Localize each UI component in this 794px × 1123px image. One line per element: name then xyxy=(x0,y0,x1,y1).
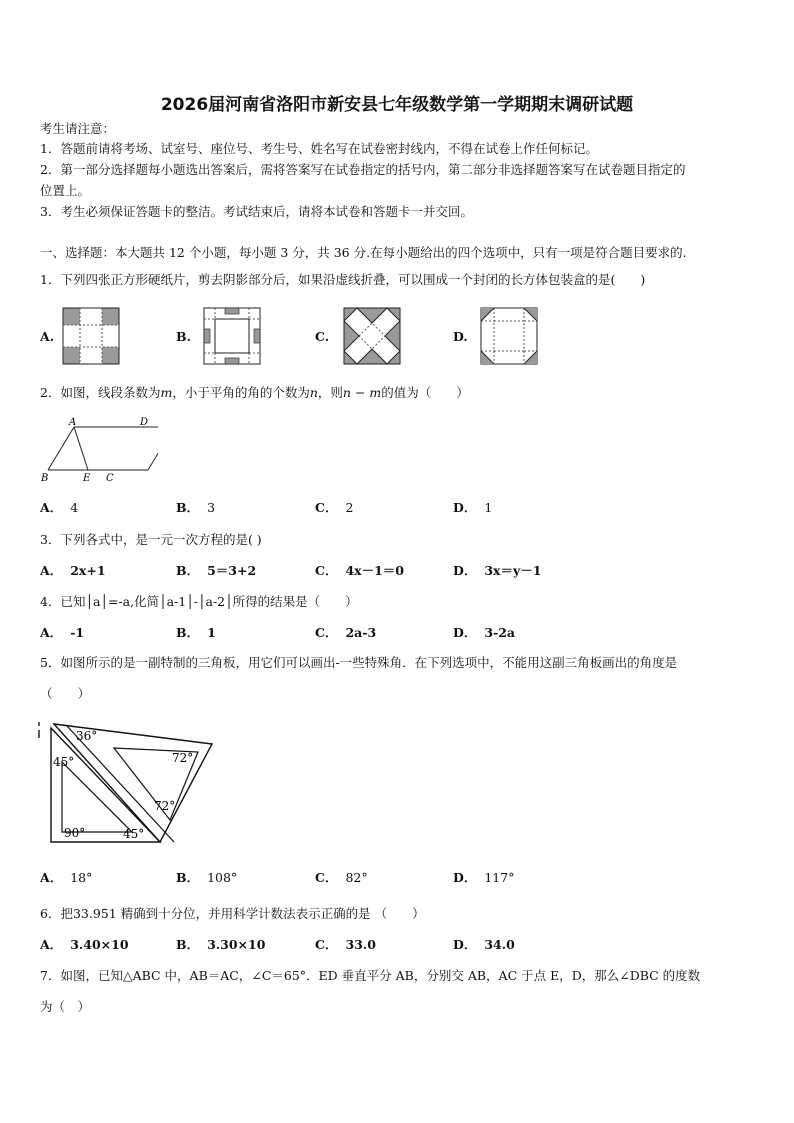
q1-stem: 1．下列四张正方形硬纸片，剪去阴影部分后，如果沿虚线折叠，可以围成一个封闭的长方体包装盒的是( ) xyxy=(40,272,646,287)
q2-stem-b: ，小于平角的角的个数为 xyxy=(172,385,310,400)
option-label: D． xyxy=(453,937,477,952)
option-label: B． xyxy=(176,500,200,515)
q4-stem: 4．已知│a│=-a,化简│a-1│-│a-2│所得的结果是（ ） xyxy=(40,594,358,609)
option-label: B． xyxy=(176,870,200,885)
q5-option-d[interactable] xyxy=(453,870,514,886)
option-label: D． xyxy=(453,870,477,885)
option-value: 3 xyxy=(207,500,216,515)
notice-item-1: 1．答题前请将考场、试室号、座位号、考生号、姓名写在试卷密封线内，不得在试卷上作任何标记。 xyxy=(40,141,598,156)
option-label: C． xyxy=(315,500,338,515)
option-label: A． xyxy=(40,870,63,885)
q2-point-a: A xyxy=(69,417,77,428)
option-value: 108° xyxy=(207,870,238,885)
q6-option-d[interactable] xyxy=(453,937,515,953)
q5-option-b[interactable] xyxy=(176,870,237,886)
option-value: 3x＝y－1 xyxy=(484,563,542,578)
q2-stem-a: 2．如图，线段条数为 xyxy=(40,385,161,400)
q3-stem: 3．下列各式中，是一元一次方程的是( ) xyxy=(40,532,262,547)
q2-option-d[interactable] xyxy=(453,500,492,516)
section-heading: 一、选择题：本大题共 12 个小题，每小题 3 分，共 36 分.在每小题给出的四个选项中，只有一项是符合题目要求的. xyxy=(40,245,687,260)
option-value: 3.30×10 xyxy=(207,937,266,952)
q2-option-b[interactable] xyxy=(176,500,215,516)
option-value: -1 xyxy=(70,625,85,640)
angle-label-90: 90° xyxy=(64,826,86,840)
option-value: 18° xyxy=(70,870,93,885)
option-value: 33.0 xyxy=(345,937,376,952)
q6-stem: 6．把33.951 精确到十分位，并用科学计数法表示正确的是 （ ） xyxy=(40,906,425,921)
option-value: 2a-3 xyxy=(345,625,377,640)
angle-label-72-bottom: 72° xyxy=(154,799,176,813)
q2-stem-c: ，则 xyxy=(317,385,343,400)
q5-triangle-set-figure xyxy=(36,718,216,846)
option-label: B． xyxy=(176,625,200,640)
q1-figure-b xyxy=(203,307,261,365)
q1-option-a-label[interactable]: A. xyxy=(40,329,55,344)
notice-item-2-cont: 位置上。 xyxy=(40,183,91,198)
exam-title: 2026届河南省洛阳市新安县七年级数学第一学期期末调研试题 xyxy=(160,95,634,115)
option-value: 4 xyxy=(70,500,79,515)
angle-label-72-top: 72° xyxy=(172,751,194,765)
option-value: 117° xyxy=(484,870,515,885)
q1-option-c-label[interactable]: C. xyxy=(315,329,330,344)
q3-option-c[interactable] xyxy=(315,563,404,579)
q2-var-m: m xyxy=(160,385,173,400)
q3-option-d[interactable] xyxy=(453,563,541,579)
option-value: 82° xyxy=(345,870,368,885)
option-label: B． xyxy=(176,937,200,952)
option-label: A． xyxy=(40,937,63,952)
q5-option-a[interactable] xyxy=(40,870,92,886)
q4-option-d[interactable] xyxy=(453,625,515,641)
option-value: 1 xyxy=(207,625,216,640)
q6-option-a[interactable] xyxy=(40,937,129,953)
q6-option-c[interactable] xyxy=(315,937,376,953)
option-value: 4x－1＝0 xyxy=(345,563,404,578)
q2-var-n: n xyxy=(309,385,318,400)
angle-label-45-left: 45° xyxy=(53,755,75,769)
q1-figure-c xyxy=(343,307,401,365)
angle-label-36: 36° xyxy=(76,729,98,743)
q4-option-c[interactable] xyxy=(315,625,376,641)
q2-point-d: D xyxy=(140,417,149,428)
q4-option-b[interactable] xyxy=(176,625,216,641)
q2-option-c[interactable] xyxy=(315,500,353,516)
q5-paren: （ ） xyxy=(40,686,91,701)
option-label: A． xyxy=(40,500,63,515)
option-label: A． xyxy=(40,563,63,578)
option-value: 3.40×10 xyxy=(70,937,129,952)
q2-figure xyxy=(38,415,158,487)
q1-option-d-label[interactable]: D. xyxy=(453,329,468,344)
option-label: D． xyxy=(453,500,477,515)
option-value: 2 xyxy=(345,500,354,515)
option-label: D． xyxy=(453,563,477,578)
option-label: C． xyxy=(315,870,338,885)
q1-figure-d xyxy=(480,307,538,365)
q2-point-c: C xyxy=(106,473,114,484)
q7-stem-cont: 为（ ） xyxy=(40,999,91,1014)
option-label: C． xyxy=(315,625,338,640)
option-value: 34.0 xyxy=(484,937,515,952)
q1-option-b-label[interactable]: B. xyxy=(176,329,191,344)
angle-label-45-bottom: 45° xyxy=(123,827,145,841)
option-value: 2x+1 xyxy=(70,563,106,578)
option-value: 3-2a xyxy=(484,625,516,640)
q1-figure-a xyxy=(62,307,120,365)
q2-expr: n − m xyxy=(342,385,382,400)
option-label: D． xyxy=(453,625,477,640)
q2-option-a[interactable] xyxy=(40,500,78,516)
option-label: C． xyxy=(315,563,338,578)
notice-heading: 考生请注意： xyxy=(40,121,116,136)
option-label: A． xyxy=(40,625,63,640)
q3-option-a[interactable] xyxy=(40,563,106,579)
q5-stem: 5．如图所示的是一副特制的三角板，用它们可以画出-一些特殊角．在下列选项中，不能用这副三角板画出的角度是 xyxy=(40,655,678,670)
option-label: B． xyxy=(176,563,200,578)
q2-point-e: E xyxy=(83,473,91,484)
q6-option-b[interactable] xyxy=(176,937,265,953)
option-value: 1 xyxy=(484,500,493,515)
q5-option-c[interactable] xyxy=(315,870,368,886)
q2-stem-d: 的值为（ ） xyxy=(381,385,469,400)
option-value: 5＝3+2 xyxy=(207,563,257,578)
q2-point-b: B xyxy=(41,473,49,484)
q7-stem: 7．如图，已知△ABC 中，AB＝AC，∠C＝65°．ED 垂直平分 AB，分别交 AB，AC 于点 E，D，那么∠DBC 的度数 xyxy=(40,968,701,983)
notice-item-3: 3．考生必须保证答题卡的整洁。考试结束后，请将本试卷和答题卡一并交回。 xyxy=(40,204,473,219)
q2-stem xyxy=(40,385,469,401)
notice-item-2: 2．第一部分选择题每小题选出答案后，需将答案写在试卷指定的括号内，第二部分非选择题答案写在试卷题目指定的 xyxy=(40,162,686,177)
q3-option-b[interactable] xyxy=(176,563,256,579)
q4-option-a[interactable] xyxy=(40,625,84,641)
option-label: C． xyxy=(315,937,338,952)
